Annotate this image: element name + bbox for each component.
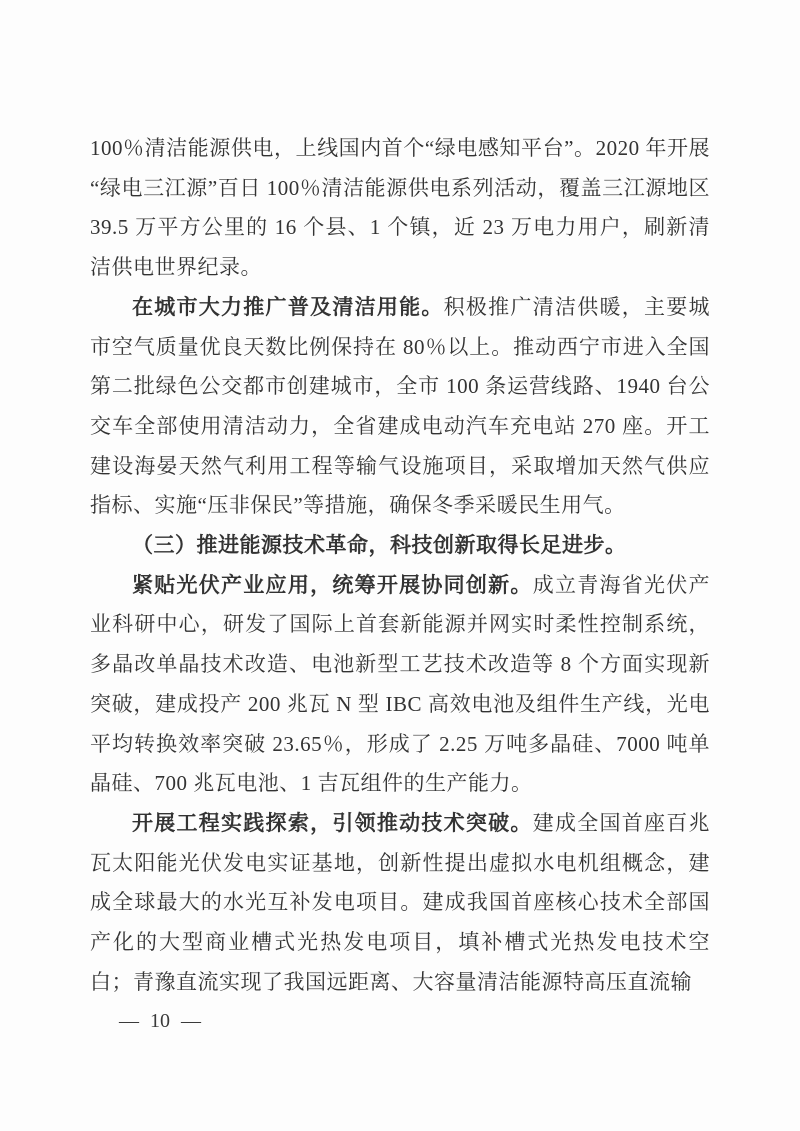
paragraph-urban-clean-energy <box>90 288 710 526</box>
paragraph-lead-urban-clean-energy: 在城市大力推广普及清洁用能。 <box>132 294 444 319</box>
paragraph-pv-industry-innovation <box>90 566 710 804</box>
paragraph-body-urban-clean-energy: 积极推广清洁供暖，主要城市空气质量优良天数比例保持在 80％以上。推动西宁市进入全国第二批绿色公交都市创建城市，全市 100 条运营线路、1940 台公交车全部使用清洁动力，全省建成电动汽车充电站 270 座。开工建设海晏天然气利用工程等输气设施项目，采取增加天然气供应指标、实施“压非保民”等措施，确保冬季采暖民生用气。 <box>90 294 710 518</box>
page-text-block <box>90 129 710 1002</box>
paragraph-lead-pv-industry-innovation: 紧贴光伏产业应用，统筹开展协同创新。 <box>132 572 533 597</box>
paragraph-body-pv-industry-innovation: 成立青海省光伏产业科研中心，研发了国际上首套新能源并网实时柔性控制系统，多晶改单晶技术改造、电池新型工艺技术改造等 8 个方面实现新突破，建成投产 200 兆瓦 N 型 IBC 高效电池及组件生产线，光电平均转换效率突破 23.65％，形成了 2.25 万吨多晶硅、7000 吨单晶硅、700 兆瓦电池、1 吉瓦组件的生产能力。 <box>90 572 711 796</box>
paragraph-engineering-practice <box>90 804 710 1003</box>
page-number-dash-right: — <box>181 1010 201 1032</box>
paragraph-lead-engineering-practice: 开展工程实践探索，引领推动技术突破。 <box>132 810 533 835</box>
page-number-dash-left: — <box>119 1010 139 1032</box>
section-heading-energy-tech-revolution: （三）推进能源技术革命，科技创新取得长足进步。 <box>132 533 627 558</box>
paragraph-clean-energy-supply: 100％清洁能源供电，上线国内首个“绿电感知平台”。2020 年开展“绿电三江源”百日 100％清洁能源供电系列活动，覆盖三江源地区 39.5 万平方公里的 16 个县、1 个镇，近 23 万电力用户，刷新清洁供电世界纪录。 <box>90 136 710 280</box>
page-number <box>119 1010 201 1033</box>
page-number-value: 10 <box>150 1010 170 1032</box>
paragraph-body-engineering-practice: 建成全国首座百兆瓦太阳能光伏发电实证基地，创新性提出虚拟水电机组概念，建成全球最大的水光互补发电项目。建成我国首座核心技术全部国产化的大型商业槽式光热发电项目，填补槽式光热发电技术空白；青豫直流实现了我国远距离、大容量清洁能源特高压直流输 <box>90 810 711 994</box>
